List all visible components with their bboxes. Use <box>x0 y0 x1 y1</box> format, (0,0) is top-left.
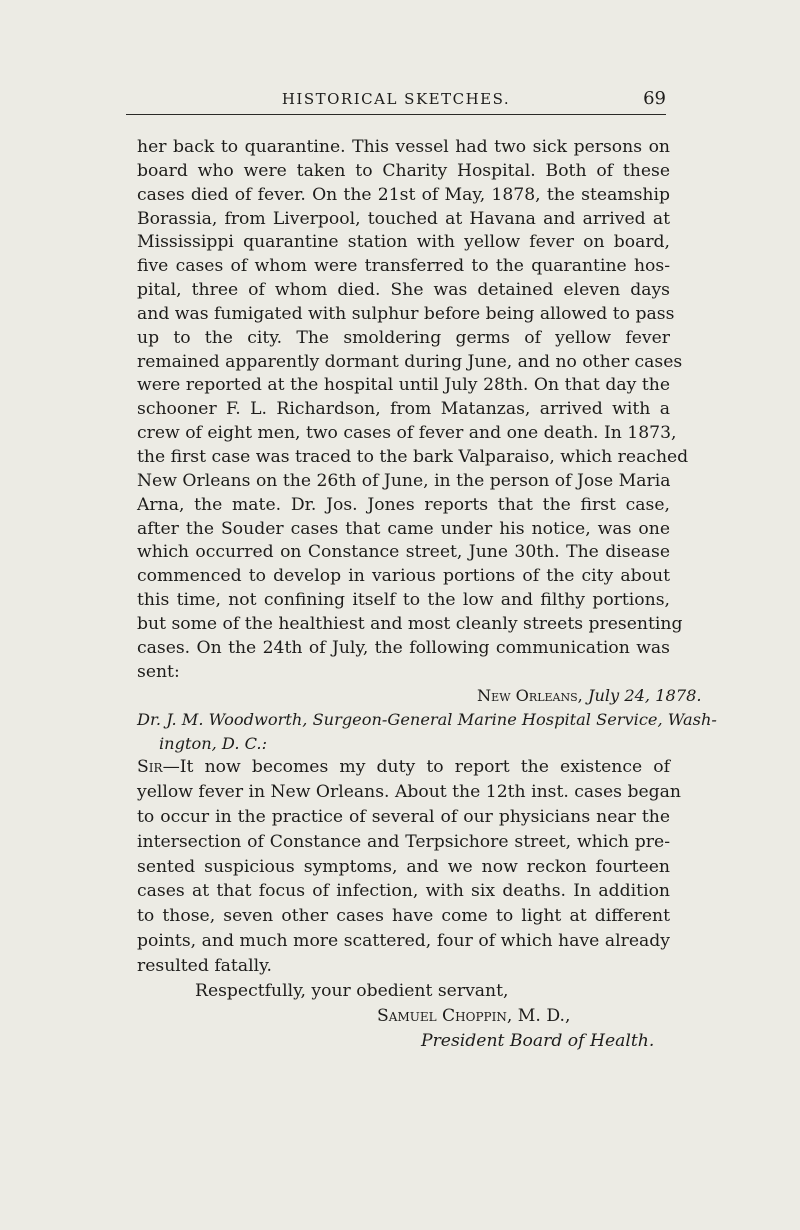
paragraph-line: this time, not confining itself to the low and filthy portions, <box>137 590 670 611</box>
letter-line: to those, seven other cases have come to light at different <box>137 906 670 927</box>
dateline-place: New Orleans, <box>477 686 583 706</box>
letter-line: sented suspicious symptoms, and we now reckon fourteen <box>137 856 670 877</box>
paragraph-line: which occurred on Constance street, June 30th. The disease <box>137 542 670 563</box>
paragraph-line: Borassia, from Liverpool, touched at Havana and arrived at <box>137 208 670 229</box>
paragraph-line: Arna, the mate. Dr. Jos. Jones reports that the first case, <box>137 494 670 515</box>
letter-line-text: —It now becomes my duty to report the existence of <box>162 756 670 777</box>
paragraph-line: her back to quarantine. This vessel had two sick persons on <box>137 137 670 157</box>
dateline-date: July 24, 1878. <box>587 686 702 706</box>
running-head <box>126 86 666 115</box>
letter-line: cases at that focus of infection, with six deaths. In addition <box>137 881 670 902</box>
paragraph-line: the first case was traced to the bark Valparaiso, which reached <box>137 446 689 467</box>
paragraph-line: up to the city. The smoldering germs of yellow fever <box>137 327 670 348</box>
letter-closing: Respectfully, your obedient servant, <box>195 980 509 1001</box>
letter-addressee: Dr. J. M. Woodworth, Surgeon-General Marine Hospital Service, Wash- <box>137 710 717 730</box>
paragraph-line: and was fumigated with sulphur before being allowed to pass <box>137 303 675 324</box>
paragraph-line: cases. On the 24th of July, the following communication was <box>137 637 670 658</box>
paragraph-line: but some of the healthiest and most cleanly streets presenting <box>137 613 683 634</box>
paragraph-line: crew of eight men, two cases of fever and one death. In 1873, <box>137 423 677 444</box>
paragraph-line: board who were taken to Charity Hospital. Both of these <box>137 160 670 181</box>
paragraph-line: sent: <box>137 661 180 682</box>
paragraph-line: schooner F. L. Richardson, from Matanzas, arrived with a <box>137 399 670 420</box>
page-body <box>137 136 717 1055</box>
letter-salutation: Sir <box>137 756 163 777</box>
letter-line: to occur in the practice of several of our physicians near the <box>137 806 670 827</box>
paragraph-line: cases died of fever. On the 21st of May, 1878, the steamship <box>137 184 670 205</box>
running-title: HISTORICAL SKETCHES. <box>281 90 511 108</box>
letter-addressee-cont: ington, D. C.: <box>159 734 268 754</box>
page-number: 69 <box>643 88 666 109</box>
letter-signature-title: President Board of Health. <box>421 1030 655 1051</box>
letter-line <box>137 756 670 781</box>
paragraph-line: after the Souder cases that came under his notice, was one <box>137 518 670 539</box>
paragraph-line: pital, three of whom died. She was detained eleven days <box>137 280 670 301</box>
letter-dateline <box>137 684 702 708</box>
letter-line: resulted fatally. <box>137 956 272 977</box>
paragraph-line: New Orleans on the 26th of June, in the person of Jose Maria <box>137 470 671 491</box>
paragraph-line: commenced to develop in various portions of the city about <box>137 566 670 587</box>
paragraph-line: remained apparently dormant during June, and no other cases <box>137 351 683 372</box>
letter-line: intersection of Constance and Terpsichore street, which pre- <box>137 831 670 852</box>
letter-line: yellow fever in New Orleans. About the 12th inst. cases began <box>137 781 681 802</box>
letter-signature: Samuel Choppin, M. D., <box>377 1005 571 1026</box>
letter <box>137 684 717 1054</box>
paragraph <box>137 136 689 684</box>
paragraph-line: five cases of whom were transferred to the quarantine hos- <box>137 256 670 277</box>
paragraph-line: Mississippi quarantine station with yellow fever on board, <box>137 232 670 253</box>
letter-line: points, and much more scattered, four of which have already <box>137 931 670 952</box>
paragraph-line: were reported at the hospital until July 28th. On that day the <box>137 375 670 396</box>
